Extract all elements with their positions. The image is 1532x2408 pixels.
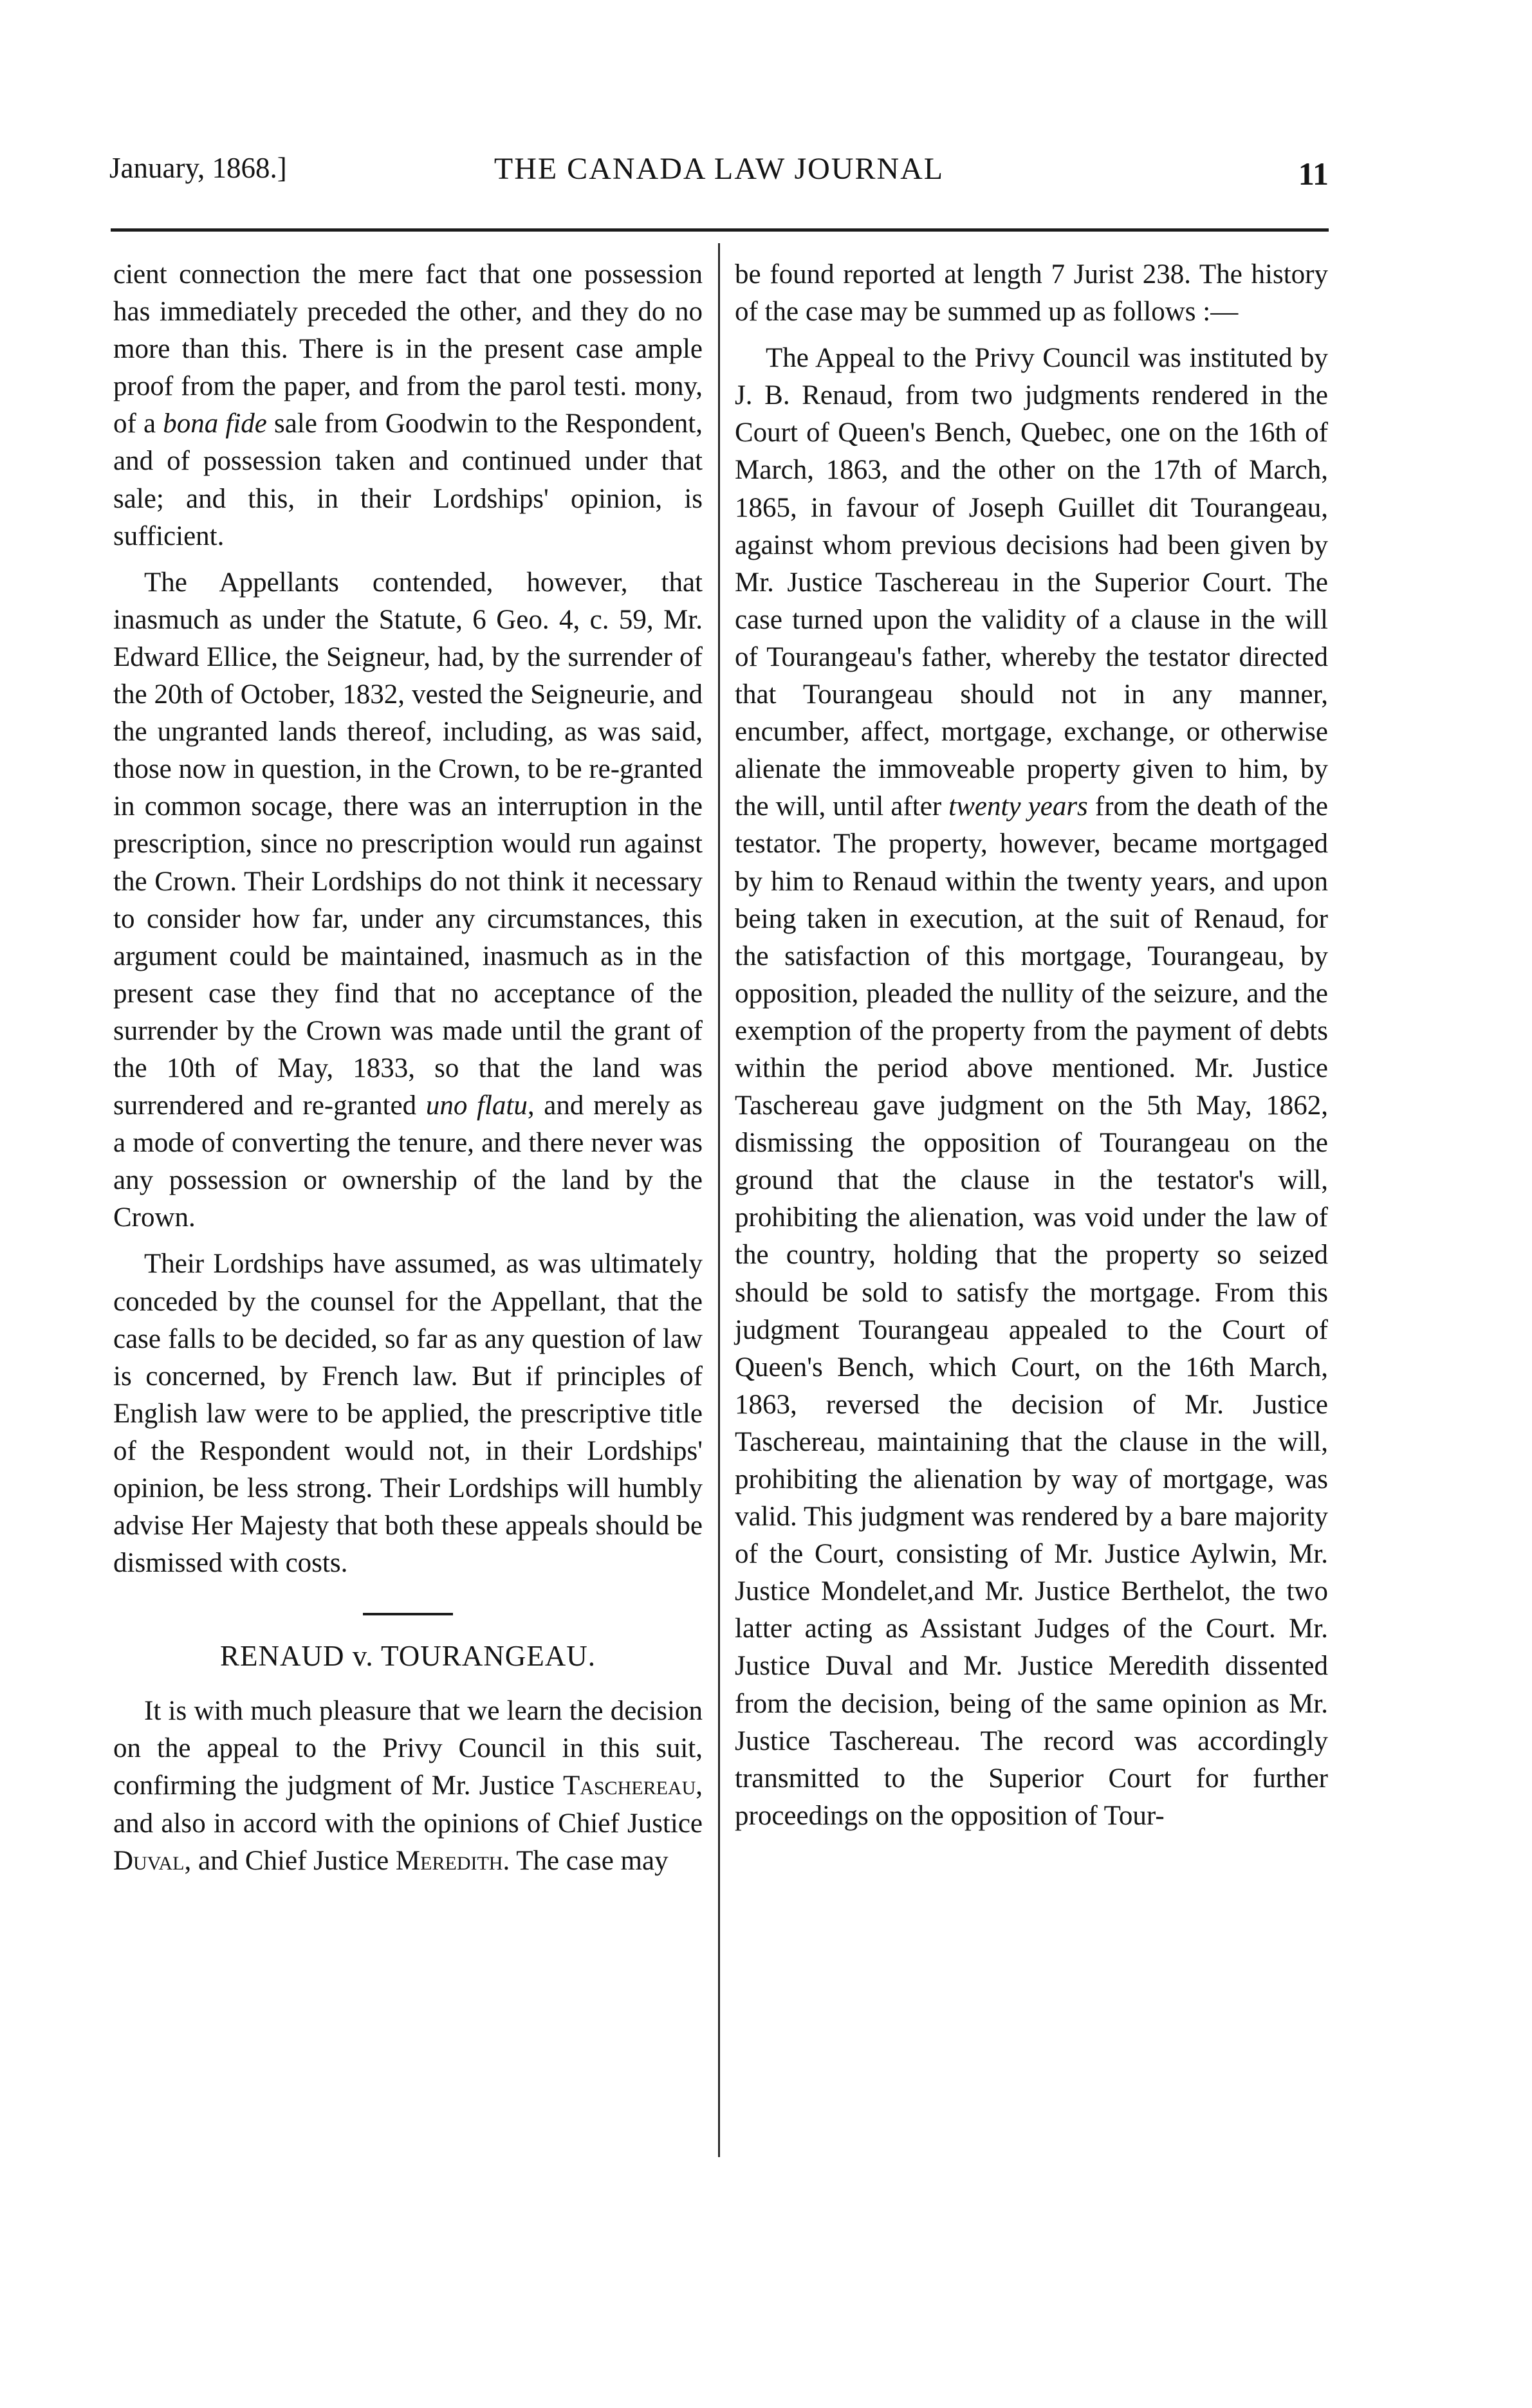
right-column <box>735 256 1328 1835</box>
case-heading: RENAUD v. TOURANGEAU. <box>220 1640 596 1673</box>
journal-title: THE CANADA LAW JOURNAL <box>494 152 945 186</box>
text-run: The Appellants contended, however, that inasmuch as under the Statute, 6 Geo. 4, c. 59, Mr. Edward Ellice, the Seigneur, had, by the surrender of the 20th of October, 1832, vested the Seigneurie, and the ungranted lands thereof, including, as was said, those now in question, in the Crown, to be re-granted in common socage, there was an interruption in the prescription, since no prescription would run against the Crown. Their Lordships do not think it necessary to consider how far, under any circumstances, this argument could be maintained, inasmuch as in the present case they find that no acceptance of the surrender by the Crown was made until the grant of the 10th of May, 1833, so that the land was surrendered and re-granted <box>113 567 703 1121</box>
paragraph <box>113 1693 703 1879</box>
paragraph <box>113 564 703 1237</box>
judge-name: Meredith <box>395 1845 503 1876</box>
paragraph: Their Lordships have assumed, as was ultimately conceded by the counsel for the Appellant, that the case falls to be decided, so far as any question of law is concerned, by French law. But if principles of English law were to be applied, the prescriptive title of the Respondent would not, in their Lordships' opinion, be less strong. Their Lordships will humbly advise Her Majesty that both these appeals should be dismissed with costs. <box>113 1249 703 1579</box>
left-column <box>113 256 703 1880</box>
text-run: sale from Goodwin to the Respondent, and of possession taken and continued under that sale; and this, in their Lordships' opinion, is sufficient. <box>113 409 703 551</box>
text-run: from the death of the testator. The property, however, became mortgaged by him to Renaud within the twenty years, and upon being taken in execution, at the suit of Renaud, for the satisfaction of this mortgage, Tourangeau, by opposition, pleaded the nullity of the seizure, and the exemption of the property from the payment of debts within the period above mentioned. Mr. Justice Taschereau gave judgment on the 5th May, 1862, dismissing the opposition of Tourangeau on the ground that the clause in the testator's will, prohibiting the alienation, was void under the law of the country, holding that the property so seized should be sold to satisfy the mortgage. From this judgment Tourangeau appealed to the Court of Queen's Bench, which Court, on the 16th March, 1863, reversed the decision of Mr. Justice Taschereau, maintaining that the clause in the will, prohibiting the alienation by way of mortgage, was valid. This judgment was rendered by a bare majority of the Court, consisting of Mr. Justice Aylwin, Mr. Justice Mondelet,and Mr. Justice Berthelot, the two latter acting as Assistant Judges of the Court. Mr. Justice Duval and Mr. Justice Meredith dissented from the decision, being of the same opinion as Mr. Justice Taschereau. The record was accordingly transmitted to the Superior Court for further proceedings on the opposition of Tour- <box>735 791 1329 1831</box>
issue-date: January, 1868.] <box>109 152 287 184</box>
text-run: The Appeal to the Privy Council was instituted by J. B. Renaud, from two judgments rendered in the Court of Queen's Bench, Quebec, one on the 16th of March, 1863, and the other on the 17th of March, 1865, in favour of Joseph Guillet dit Tourangeau, against whom previous decisions had been given by Mr. Justice Taschereau in the Superior Court. The case turned upon the validity of a clause in the will of Tourangeau's father, whereby the testator directed that Tourangeau should not in any manner, encumber, affect, mortgage, exchange, or otherwise alienate the immoveable property given to him, by the will, until after <box>735 343 1328 822</box>
italic-phrase: uno flatu <box>425 1090 528 1121</box>
text-run: , and Chief Justice <box>184 1845 396 1876</box>
text-run: , and also in accord with the opinions of Chief Justice <box>113 1770 703 1839</box>
page-number: 11 <box>1298 156 1329 192</box>
text-run: cient connection the mere fact that one possession has immediately preceded the other, and they do no more than this. There is in the present case ample proof from the paper, and from the parol testi. mony, of a <box>113 259 703 439</box>
paragraph <box>113 256 703 555</box>
italic-phrase: twenty years <box>948 791 1088 822</box>
section-separator <box>363 1613 453 1615</box>
judge-name: Taschereau <box>562 1770 696 1801</box>
italic-phrase: bona fide <box>163 409 267 439</box>
header-rule <box>111 228 1329 232</box>
judge-name: Duval <box>113 1845 185 1876</box>
running-head <box>109 151 1329 203</box>
text-run: , and merely as a mode of converting the tenure, and there never was any possession or ownership of the land by the Crown. <box>113 1090 703 1233</box>
paragraph <box>735 340 1328 1835</box>
column-divider <box>718 243 720 2157</box>
text-run: . The case may <box>503 1845 669 1876</box>
text-run: It is with much pleasure that we learn the decision on the appeal to the Privy Council in this suit, confirming the judgment of Mr. Justice <box>113 1696 703 1801</box>
paragraph: be found reported at length 7 Jurist 238. The history of the case may be summed up as follows :— <box>735 259 1328 327</box>
